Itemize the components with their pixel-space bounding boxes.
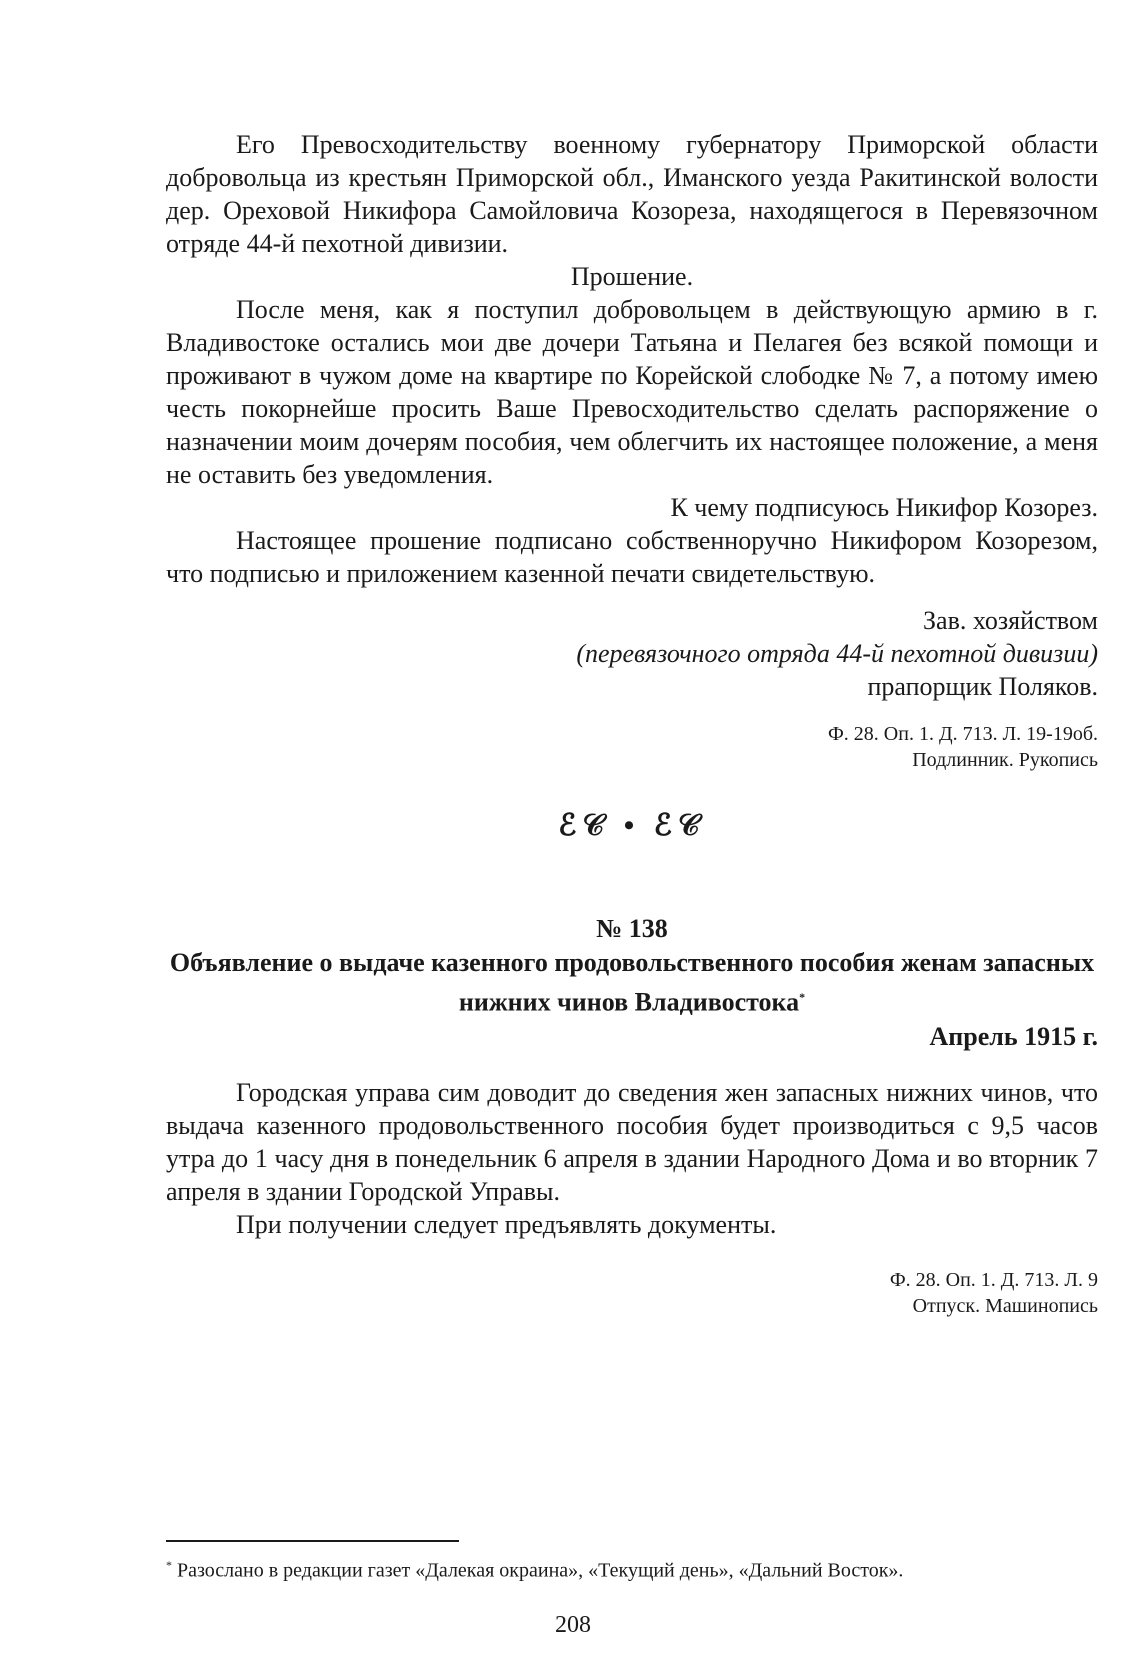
archive-reference-2: Ф. 28. Оп. 1. Д. 713. Л. 9 [889, 1268, 1098, 1291]
petition-address: Его Превосходительству военному губернатору Приморской области добровольца из крестьян Приморской обл., Иманского уезда Ракитинской волости дер. Ореховой Никифора Самойловича Козореза, находящегося в Перевязочном отряде 44-й пехотной дивизии. [166, 130, 1098, 258]
document-number: № 138 [596, 914, 668, 943]
petition-certification: Настоящее прошение подписано собственноручно Никифором Козорезом, что подписью и приложением казенной печати свидетельствую. [166, 526, 1098, 588]
archive-reference-1: Ф. 28. Оп. 1. Д. 713. Л. 19-19об. [828, 723, 1098, 745]
document-title [166, 946, 1098, 1020]
announcement-body: Городская управа сим доводит до сведения жен запасных нижних чинов, что выдача казенного продовольственного пособия будет производиться с 9,5 часов утра до 1 часу дня в понедельник 6 апреля в здании Народного Дома и во вторник 7 апреля в здании Городской Управы. [166, 1077, 1098, 1206]
document-date: Апрель 1915 г. [929, 1021, 1098, 1051]
signer-name: прапорщик Поляков. [867, 672, 1098, 701]
archive-type-2: Отпуск. Машинопись [912, 1294, 1098, 1317]
petition-document [166, 128, 1098, 773]
footnote-rule [166, 1540, 459, 1542]
announcement-document [166, 912, 1098, 1319]
title-footnote-mark: * [799, 990, 806, 1004]
petition-body: После меня, как я поступил добровольцем в действующую армию в г. Владивостоке остались мои две дочери Татьяна и Пелагея без всякой помощи и проживают в чужом доме на квартире по Корейской слободке № 7, а потому имею честь покорнейше просить Ваше Превосходительство сделать распоряжение о назначении моим дочерям пособия, чем облегчить их настоящее положение, а меня не оставить без уведомления. [166, 295, 1098, 489]
ornament-divider: ℰ𝒞 • ℰ𝒞 [558, 809, 706, 842]
footnote [166, 1552, 1098, 1584]
footnote-text: Разослано в редакции газет «Далекая окраина», «Текущий день», «Дальний Восток». [177, 1559, 904, 1582]
document-title-text: Объявление о выдаче казенного продовольственного пособия женам запасных нижних чинов Владивостока [169, 948, 1095, 1017]
signer-position: Зав. хозяйством [923, 606, 1098, 635]
archive-type-1: Подлинник. Рукопись [912, 749, 1098, 771]
signer-unit: (перевязочного отряда 44-й пехотной дивизии) [576, 639, 1098, 668]
footnote-mark: * [166, 1558, 172, 1572]
petition-title: Прошение. [570, 262, 694, 291]
page-number: 208 [555, 1612, 591, 1638]
announcement-body-2: При получении следует предъявлять документы. [236, 1209, 777, 1239]
petition-signature: К чему подписуюсь Никифор Козорез. [670, 493, 1098, 522]
